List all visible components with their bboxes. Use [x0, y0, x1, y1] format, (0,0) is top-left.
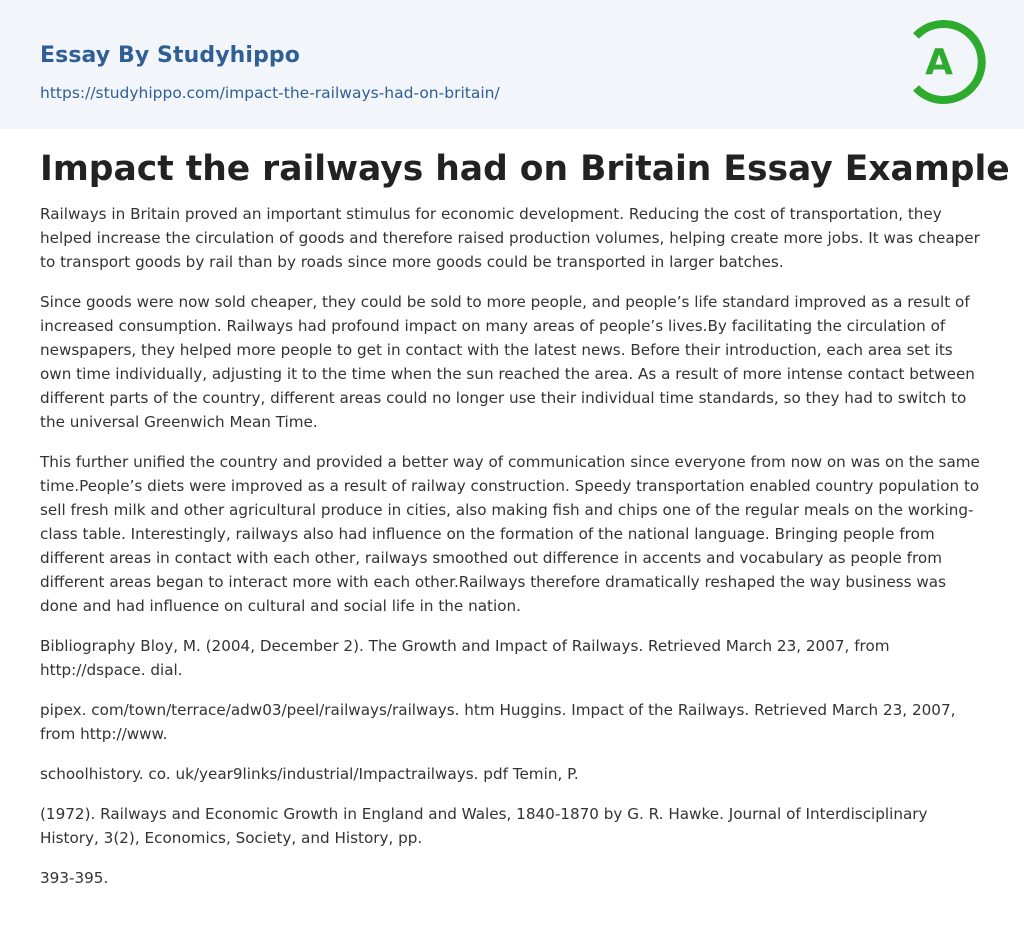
bibliography-entry: 393-395.: [40, 869, 109, 887]
site-brand: Essay By Studyhippo: [40, 43, 300, 68]
bibliography-entry: Bibliography Bloy, M. (2004, December 2). The Growth and Impact of Railways. Retrieved March 23, 2007, from http://dspace. dial.: [40, 637, 890, 679]
studyhippo-logo-icon[interactable]: [904, 16, 988, 108]
article-paragraph: Since goods were now sold cheaper, they could be sold to more people, and people’s life standard improved as a result of increased consumption. Railways had profound impact on many areas of people’s lives.By facilitating the circulation of newspapers, they helped more people to get in contact with the latest news. Before their introduction, each area set its own time individually, adjusting it to the time when the sun reached the area. As a result of more intense contact between different parts of the country, different areas could no longer use their individual time standards, so they had to switch to the universal Greenwich Mean Time.: [40, 293, 975, 431]
bibliography-entry: pipex. com/town/terrace/adw03/peel/railways/railways. htm Huggins. Impact of the Railways. Retrieved March 23, 2007, from http://www.: [40, 701, 956, 743]
article: [0, 129, 1024, 890]
source-url-link[interactable]: https://studyhippo.com/impact-the-railways-had-on-britain/: [40, 84, 500, 102]
page-header: [0, 0, 1024, 129]
bibliography-entry: schoolhistory. co. uk/year9links/industrial/Impactrailways. pdf Temin, P.: [40, 765, 579, 783]
article-paragraph: This further unified the country and provided a better way of communication since everyone from now on was on the same time.People’s diets were improved as a result of railway construction. Speedy transportation enabled country population to sell fresh milk and other agricultural produce in cities, also making fish and chips one of the regular meals on the working-class table. Interestingly, railways also had influence on the formation of the national language. Bringing people from different areas in contact with each other, railways smoothed out difference in accents and vocabulary as people from different areas began to interact more with each other.Railways therefore dramatically reshaped the way business was done and had influence on cultural and social life in the nation.: [40, 453, 980, 615]
article-paragraph: Railways in Britain proved an important stimulus for economic development. Reducing the cost of transportation, they helped increase the circulation of goods and therefore raised production volumes, helping create more jobs. It was cheaper to transport goods by rail than by roads since more goods could be transported in larger batches.: [40, 205, 980, 271]
article-title: Impact the railways had on Britain Essay Example: [40, 149, 1010, 189]
logo-letter: A: [925, 42, 953, 83]
bibliography-entry: (1972). Railways and Economic Growth in England and Wales, 1840-1870 by G. R. Hawke. Journal of Interdisciplinary History, 3(2), Economics, Society, and History, pp.: [40, 805, 928, 847]
